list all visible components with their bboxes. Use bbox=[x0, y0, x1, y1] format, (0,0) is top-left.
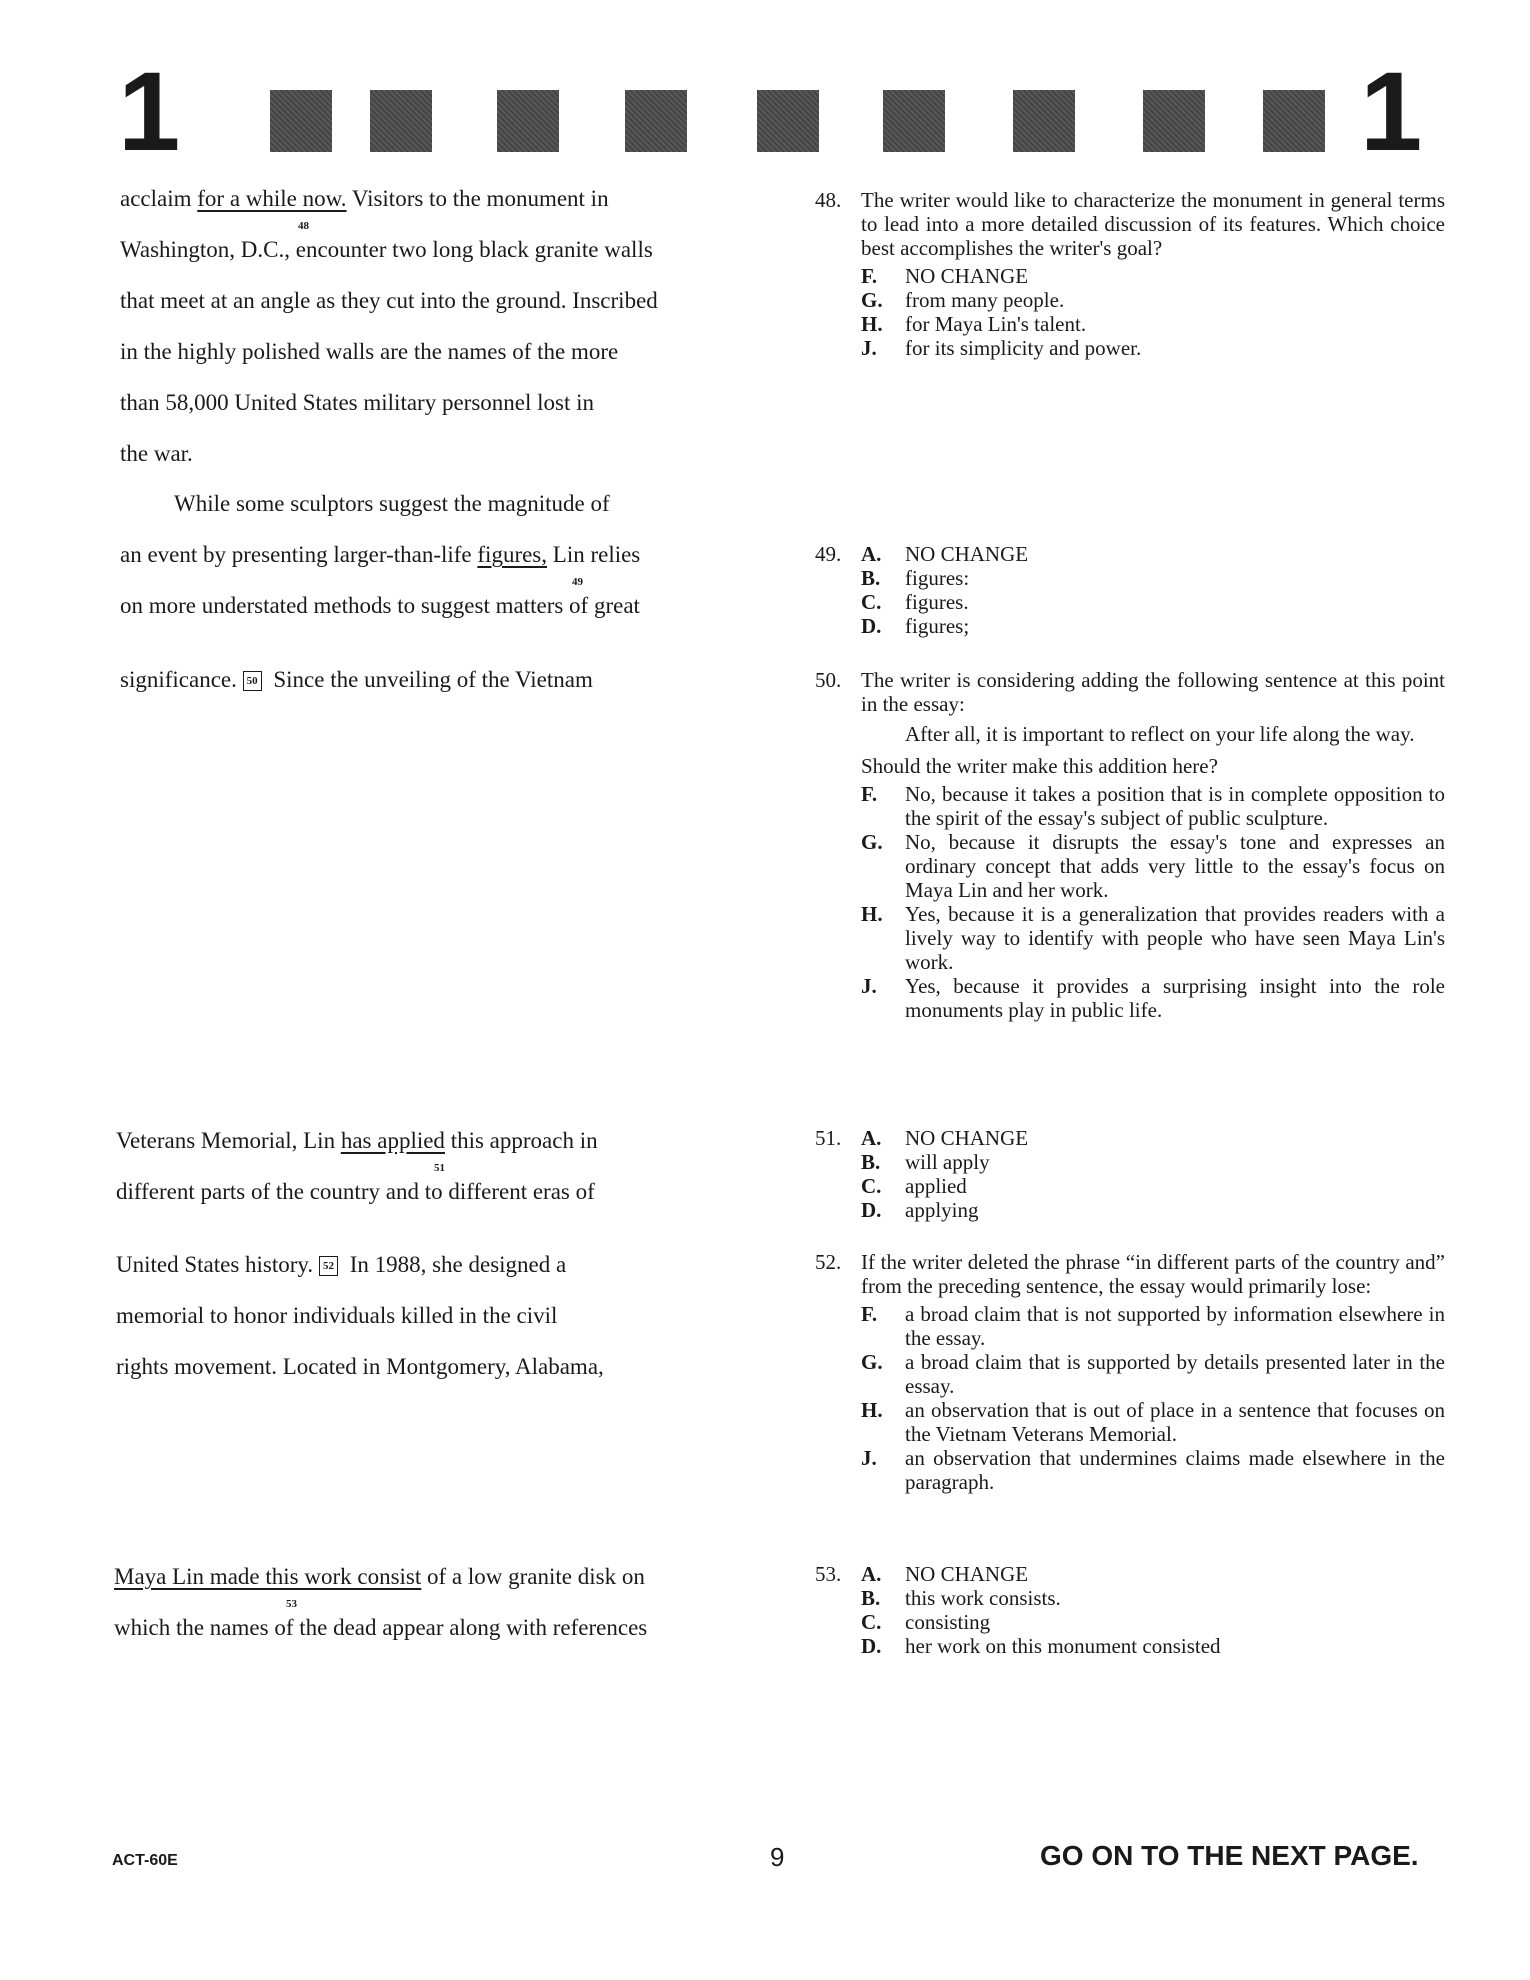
section-number-right: 1 bbox=[1360, 49, 1423, 174]
header-block bbox=[625, 90, 687, 152]
question-49 bbox=[815, 542, 1445, 638]
question-number: 50. bbox=[815, 668, 842, 692]
question-53 bbox=[815, 1562, 1445, 1658]
passage-line: Maya Lin made this work consist of a low granite disk on bbox=[114, 1564, 645, 1589]
answer-option[interactable]: H. an observation that is out of place in a sentence that focuses on the Vietnam Veterans Memorial. bbox=[861, 1398, 1445, 1446]
header-block bbox=[883, 90, 945, 152]
answer-option[interactable]: C. consisting bbox=[861, 1610, 991, 1634]
answer-option[interactable]: J. for its simplicity and power. bbox=[861, 336, 1142, 360]
proposed-sentence: After all, it is important to reflect on your life along the way. bbox=[905, 722, 1415, 746]
header-block bbox=[497, 90, 559, 152]
answer-option[interactable]: H. Yes, because it is a generalization that provides readers with a lively way to identify with people who have seen Maya Lin's work. bbox=[861, 902, 1445, 974]
question-number: 52. bbox=[815, 1250, 842, 1274]
ref-number-49: 49 bbox=[572, 576, 583, 588]
answer-option[interactable]: D. applying bbox=[861, 1198, 979, 1222]
passage-line: on more understated methods to suggest matters of great bbox=[120, 593, 640, 618]
answer-option[interactable]: A. NO CHANGE bbox=[861, 1126, 1029, 1150]
question-52 bbox=[815, 1250, 1445, 1494]
passage-line: rights movement. Located in Montgomery, Alabama, bbox=[116, 1354, 604, 1379]
answer-option[interactable]: G. No, because it disrupts the essay's tone and expresses an ordinary concept that adds very little to the essay's focus on Maya Lin and her work. bbox=[861, 830, 1445, 902]
passage-line: While some sculptors suggest the magnitude of bbox=[174, 491, 610, 516]
question-50 bbox=[815, 668, 1445, 1022]
answer-options bbox=[861, 1562, 1445, 1658]
answer-options bbox=[861, 264, 1445, 360]
passage-line: an event by presenting larger-than-life figures, Lin relies bbox=[120, 542, 641, 567]
answer-options bbox=[861, 1302, 1445, 1494]
question-number: 53. bbox=[815, 1562, 842, 1586]
answer-option[interactable]: D. figures; bbox=[861, 614, 970, 638]
underlined-portion-51: has applied bbox=[340, 1128, 445, 1153]
question-stem: The writer would like to characterize the monument in general terms to lead into a more detailed discussion of its features. Which choice best accomplishes the writer's goal? bbox=[861, 188, 1445, 260]
question-48 bbox=[815, 188, 1445, 360]
answer-option[interactable]: J. an observation that undermines claims made elsewhere in the paragraph. bbox=[861, 1446, 1445, 1494]
answer-option[interactable]: B. will apply bbox=[861, 1150, 990, 1174]
passage-line: the war. bbox=[120, 441, 193, 466]
underlined-portion-49: figures, bbox=[477, 542, 548, 567]
question-number: 48. bbox=[815, 188, 842, 212]
header-block bbox=[370, 90, 432, 152]
answer-option[interactable]: C. applied bbox=[861, 1174, 967, 1198]
question-number: 51. bbox=[815, 1126, 842, 1150]
answer-options bbox=[861, 1126, 1445, 1222]
header-block bbox=[757, 90, 819, 152]
passage-line: memorial to honor individuals killed in the civil bbox=[116, 1303, 558, 1328]
answer-option[interactable]: F. a broad claim that is not supported by information elsewhere in the essay. bbox=[861, 1302, 1445, 1350]
answer-options bbox=[861, 782, 1445, 1022]
underlined-portion-53: Maya Lin made this work consist bbox=[114, 1564, 422, 1589]
question-box-50: 50 bbox=[243, 671, 262, 691]
answer-option[interactable]: G. a broad claim that is supported by details presented later in the essay. bbox=[861, 1350, 1445, 1398]
page-number: 9 bbox=[770, 1842, 785, 1872]
passage-line: significance. 50 Since the unveiling of the Vietnam bbox=[120, 667, 593, 692]
passage-line: which the names of the dead appear along with references bbox=[114, 1615, 648, 1640]
answer-option[interactable]: A. NO CHANGE bbox=[861, 1562, 1029, 1586]
passage-line: Washington, D.C., encounter two long black granite walls bbox=[120, 237, 653, 262]
passage-line: that meet at an angle as they cut into the ground. Inscribed bbox=[120, 288, 658, 313]
form-code: ACT-60E bbox=[112, 1852, 178, 1869]
ref-number-53: 53 bbox=[286, 1598, 297, 1610]
header-block bbox=[270, 90, 332, 152]
ref-number-51: 51 bbox=[434, 1162, 445, 1174]
answer-option[interactable]: B. this work consists. bbox=[861, 1586, 1061, 1610]
question-box-52: 52 bbox=[319, 1256, 338, 1276]
header-block bbox=[1013, 90, 1075, 152]
answer-option[interactable]: F. NO CHANGE bbox=[861, 264, 1029, 288]
passage-line: in the highly polished walls are the names of the more bbox=[120, 339, 619, 364]
answer-option[interactable]: H. for Maya Lin's talent. bbox=[861, 312, 1087, 336]
question-ask: Should the writer make this addition here? bbox=[861, 754, 1218, 778]
header-block bbox=[1263, 90, 1325, 152]
answer-option[interactable]: D. her work on this monument consisted bbox=[861, 1634, 1221, 1658]
answer-option[interactable]: F. No, because it takes a position that is in complete opposition to the spirit of the essay's subject of public sculpture. bbox=[861, 782, 1445, 830]
question-number: 49. bbox=[815, 542, 842, 566]
next-page-instruction: GO ON TO THE NEXT PAGE. bbox=[1040, 1840, 1419, 1871]
answer-options bbox=[861, 542, 1445, 638]
question-51 bbox=[815, 1126, 1445, 1222]
answer-option[interactable]: J. Yes, because it provides a surprising insight into the role monuments play in public life. bbox=[861, 974, 1445, 1022]
passage-line: acclaim for a while now. Visitors to the monument in bbox=[120, 186, 609, 211]
answer-option[interactable]: B. figures: bbox=[861, 566, 970, 590]
ref-number-48: 48 bbox=[298, 220, 309, 232]
question-stem: If the writer deleted the phrase “in different parts of the country and” from the preceding sentence, the essay would primarily lose: bbox=[861, 1250, 1445, 1298]
passage-line: Veterans Memorial, Lin has applied this approach in bbox=[116, 1128, 598, 1153]
question-stem: The writer is considering adding the following sentence at this point in the essay: bbox=[861, 668, 1445, 716]
underlined-portion-48: for a while now. bbox=[197, 186, 347, 211]
answer-option[interactable]: C. figures. bbox=[861, 590, 969, 614]
passage-line: different parts of the country and to different eras of bbox=[116, 1179, 595, 1204]
passage-line: than 58,000 United States military personnel lost in bbox=[120, 390, 594, 415]
answer-option[interactable]: G. from many people. bbox=[861, 288, 1065, 312]
section-header bbox=[0, 0, 1530, 174]
header-block bbox=[1143, 90, 1205, 152]
passage-line: United States history. 52 In 1988, she designed a bbox=[116, 1252, 567, 1277]
answer-option[interactable]: A. NO CHANGE bbox=[861, 542, 1029, 566]
section-number-left: 1 bbox=[118, 49, 181, 174]
